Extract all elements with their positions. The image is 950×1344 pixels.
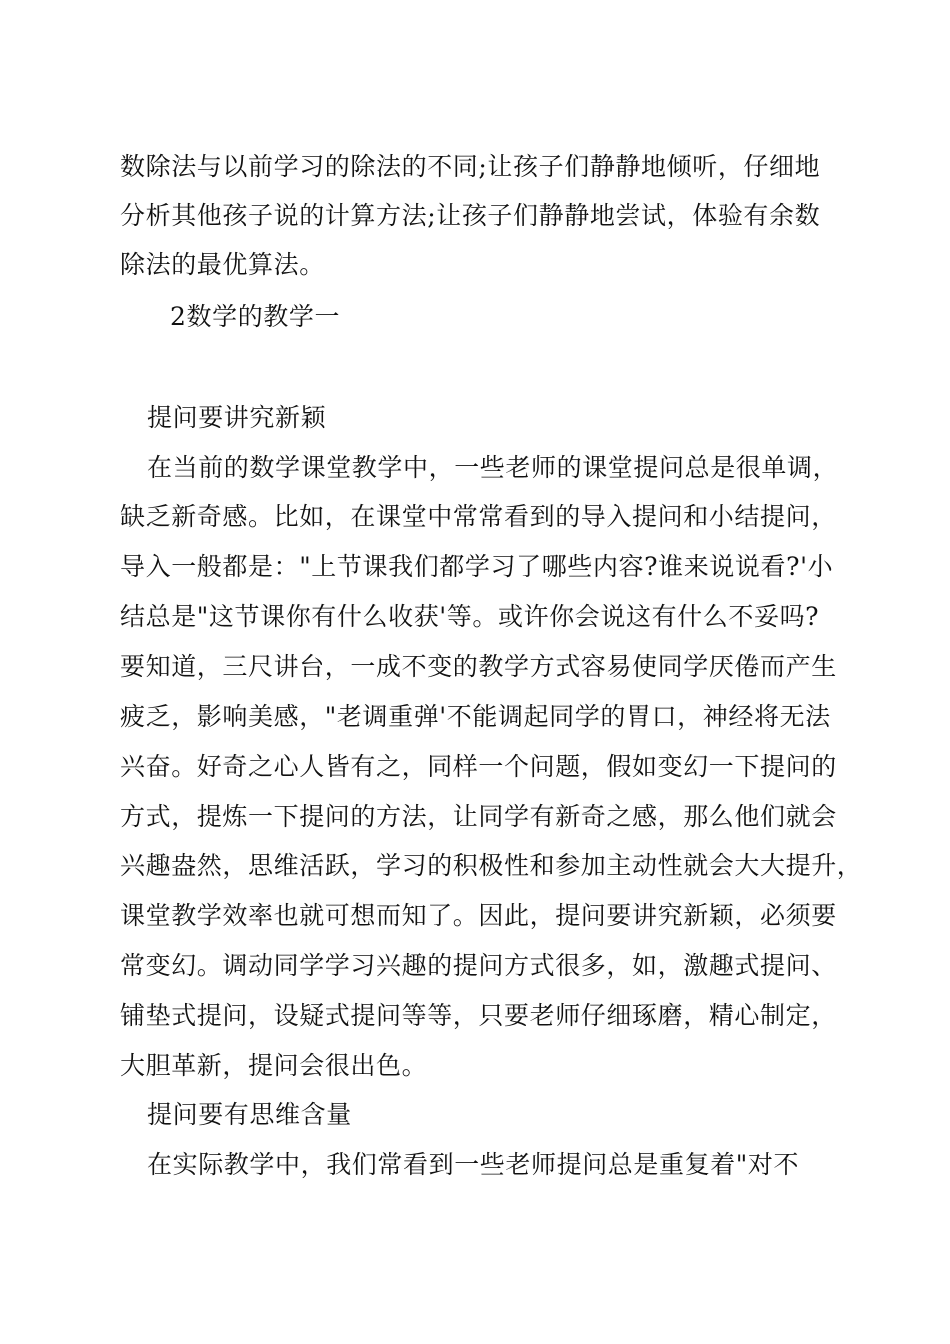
paragraph-line: 缺乏新奇感。比如，在课堂中常常看到的导入提问和小结提问，: [120, 502, 837, 531]
paragraph-line: 兴奋。好奇之心人皆有之，同样一个问题，假如变幻一下提问的: [120, 752, 837, 781]
paragraph-line: 疲乏，影响美感，"老调重弹'不能调起同学的胃口，神经将无法: [120, 702, 831, 731]
paragraph-line: 课堂教学效率也就可想而知了。因此，提问要讲究新颖，必须要: [120, 901, 837, 930]
paragraph-line: 结总是"这节课你有什么收获'等。或许你会说这有什么不妥吗?: [120, 602, 820, 631]
paragraph-line: 数除法与以前学习的除法的不同;让孩子们静静地倾听，仔细地: [120, 152, 821, 181]
paragraph-line: 在实际教学中，我们常看到一些老师提问总是重复着"对不: [147, 1150, 800, 1179]
paragraph-line: 分析其他孩子说的计算方法;让孩子们静静地尝试，体验有余数: [120, 201, 821, 230]
section-heading: 2数学的教学一: [170, 302, 341, 331]
paragraph-line: 要知道，三尺讲台，一成不变的教学方式容易使同学厌倦而产生: [120, 652, 837, 681]
paragraph-line: 在当前的数学课堂教学中，一些老师的课堂提问总是很单调，: [147, 453, 839, 482]
paragraph-line: 兴趣盎然，思维活跃，学习的积极性和参加主动性就会大大提升，: [120, 851, 863, 880]
subheading: 提问要讲究新颖: [147, 403, 327, 432]
paragraph-line: 除法的最优算法。: [120, 250, 325, 279]
subheading: 提问要有思维含量: [147, 1100, 352, 1129]
paragraph-line: 铺垫式提问，设疑式提问等等，只要老师仔细琢磨，精心制定，: [120, 1001, 837, 1030]
paragraph-line: 方式，提炼一下提问的方法，让同学有新奇之感，那么他们就会: [120, 802, 837, 831]
paragraph-line: 导入一般都是："上节课我们都学习了哪些内容?谁来说说看?'小: [120, 552, 834, 581]
paragraph-line: 常变幻。调动同学学习兴趣的提问方式很多，如，激趣式提问、: [120, 951, 837, 980]
paragraph-line: 大胆革新，提问会很出色。: [120, 1051, 428, 1080]
